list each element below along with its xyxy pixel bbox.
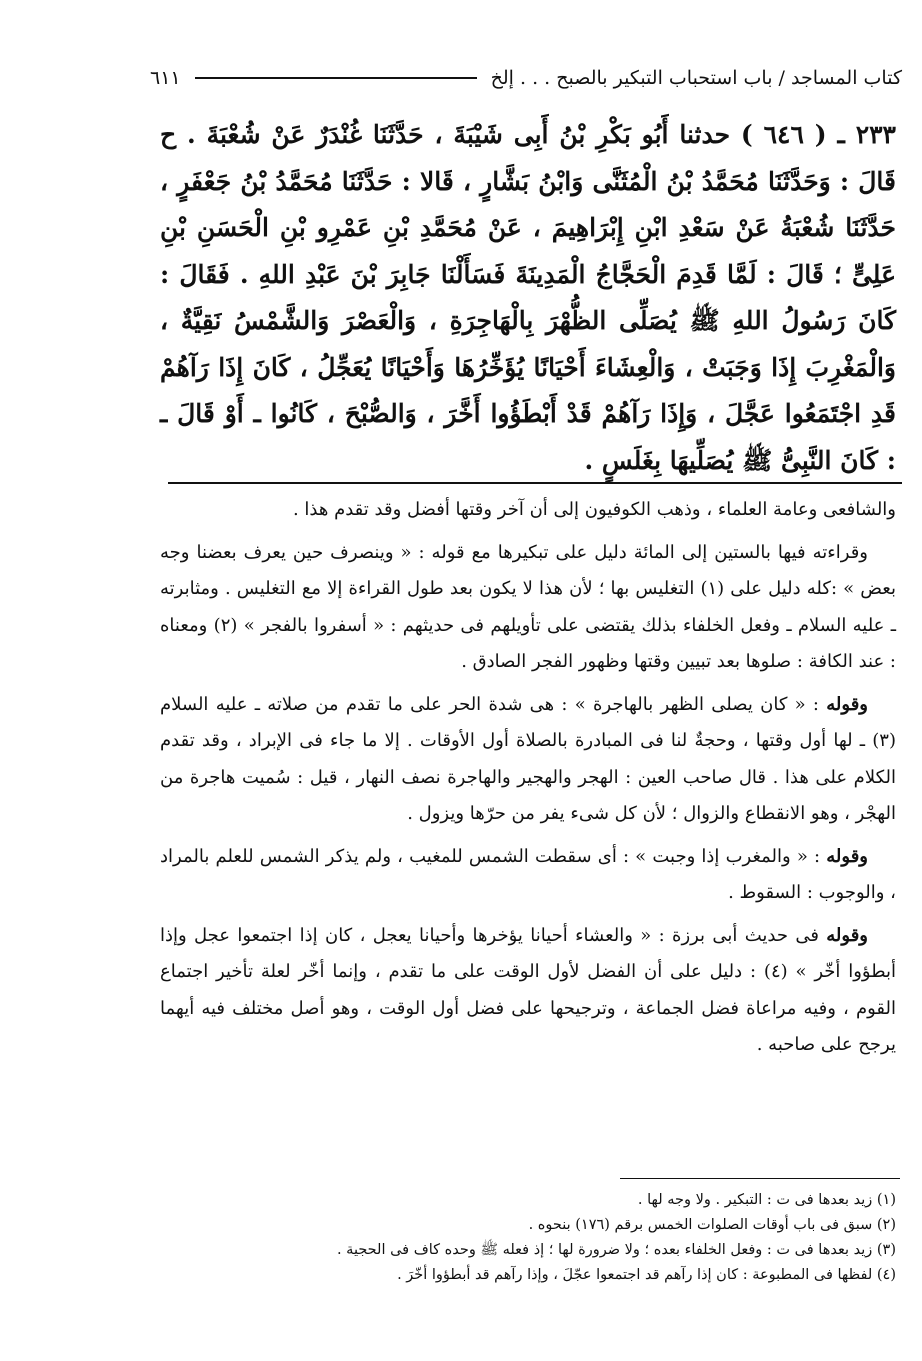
commentary-paragraph [160,918,896,1064]
footnote: (٣) زيد بعدها فى ت : وفعل الخلفاء بعده ؛ ولا ضرورة لها ؛ إذ فعله ﷺ وحده كاف فى الحجية . [336,1242,896,1258]
footnotes [160,1188,896,1288]
commentary-paragraph [160,839,896,912]
commentary-text: فى حديث أبى برزة : « والعشاء أحيانا يؤخرها وأحيانا يعجل ، كان إذا اجتمعوا عجل وإذا أبطؤوا أخّر » (٤) : دليل على أن الفضل لأول الوقت على ما تقدم ، وإنما أخّر لعلة تأخير اجتماع القوم ، وفيه مراعاة فضل الجماعة ، وترجيحها على فضل أول الوقت ، وهو أصل مختلف فيه أيهما يرجح على صاحبه . [160,924,896,1055]
footnote: (٢) سبق فى باب أوقات الصلوات الخمس برقم (١٧٦) بنحوه . [528,1217,896,1233]
commentary [160,492,896,1070]
commentary-lead-word: وقوله [826,845,868,867]
commentary-paragraph [160,492,896,529]
commentary-text: والشافعى وعامة العلماء ، وذهب الكوفيون إلى أن آخر وقتها أفضل وقد تقدم هذا . [292,499,896,520]
page-number: ٦١١ [150,67,181,89]
hadith-text: ٢٣٣ ـ ( ٦٤٦ ) حدثنا أَبُو بَكْرِ بْنُ أَبِى شَيْبَةَ ، حَدَّثَنَا غُنْدَرٌ عَنْ شُعْبَةَ . ح قَالَ : وَحَدَّثَنَا مُحَمَّدُ بْنُ الْمُثَنَّى وَابْنُ بَشَّارٍ ، قَالا : حَدَّثَنَا مُحَمَّدُ بْنُ جَعْفَرٍ ، حَدَّثَنَا شُعْبَةُ عَنْ سَعْدِ ابْنِ إِبْرَاهِيمَ ، عَنْ مُحَمَّدِ بْنِ عَمْرِو بْنِ الْحَسَنِ بْنِ عَلِىٍّ ؛ قَالَ : لَمَّا قَدِمَ الْحَجَّاجُ الْمَدِينَةَ فَسَأَلْنَا جَابِرَ بْنَ عَبْدِ اللهِ . فَقَالَ : كَانَ رَسُولُ اللهِ ﷺ يُصَلِّى الظُّهْرَ بِالْهَاجِرَةِ ، وَالْعَصْرَ وَالشَّمْسُ نَقِيَّةٌ ، وَالْمَغْرِبَ إِذَا وَجَبَتْ ، وَالْعِشَاءَ أَحْيَانًا يُؤَخِّرُهَا وَأَحْيَانًا يُعَجِّلُ ، كَانَ إِذَا رَآهُمْ قَدِ اجْتَمَعُوا عَجَّلَ ، وَإِذَا رَآهُمْ قَدْ أَبْطَؤُوا أَخَّرَ ، وَالصُّبْحَ ، كَانُوا ـ أَوْ قَالَ ـ : كَانَ النَّبِىُّ ﷺ يُصَلِّيهَا بِغَلَسٍ . [160,120,896,475]
chapter-title: كتاب المساجد / باب استحباب التبكير بالصبح . . . إلخ [490,67,902,89]
commentary-paragraph [160,535,896,681]
commentary-lead-word: وقوله [826,693,868,715]
footnote: (٤) لفظها فى المطبوعة : كان إذا رآهم قد اجتمعوا عجّلَ ، وإذا رآهم قد أبطؤوا أخّرَ . [397,1267,896,1283]
commentary-paragraph [160,687,896,833]
section-divider [168,482,902,484]
commentary-lead-word: وقوله [826,924,868,946]
commentary-text: وقراءته فيها بالستين إلى المائة دليل على تبكيرها مع قوله : « وينصرف حين يعرف بعضنا وجه بعض » :كله دليل على (١) التغليس بها ؛ لأن هذا لا يكون بعد طول القراءة إلا مع التغليس . ومثابرته ـ عليه السلام ـ وفعل الخلفاء بذلك يقتضى على تأويلهم فى حديثهم : « أسفروا بالفجر » (٢) ومعناه : عند الكافة : صلوها بعد تبيين وقتها وظهور الفجر الصادق . [160,541,896,672]
footnote: (١) زيد بعدها فى ت : التبكير . ولا وجه لها . [637,1192,896,1208]
header-rule [195,77,477,79]
commentary-text: : « والمغرب إذا وجبت » : أى سقطت الشمس للمغيب ، ولم يذكر الشمس للعلم بالمراد ، والوجوب : السقوط . [160,845,896,903]
commentary-text: : « كان يصلى الظهر بالهاجرة » : هى شدة الحر على ما تقدم من صلاته ـ عليه السلام (٣) ـ لها أول وقتها ، وحجةٌ لنا فى المبادرة بالصلاة أول الأوقات . إلا ما جاء فى الإبراد ، وقد تقدم الكلام على هذا . قال صاحب العين : الهجر والهجير والهاجرة نصف النهار ، قيل : سُميت هاجرة من الهجْر ، وهو الانقطاع والزوال ؛ لأن كل شىء يفر من حرّها ويزول . [160,693,896,824]
footnote-divider [620,1178,900,1179]
running-header [150,58,902,98]
